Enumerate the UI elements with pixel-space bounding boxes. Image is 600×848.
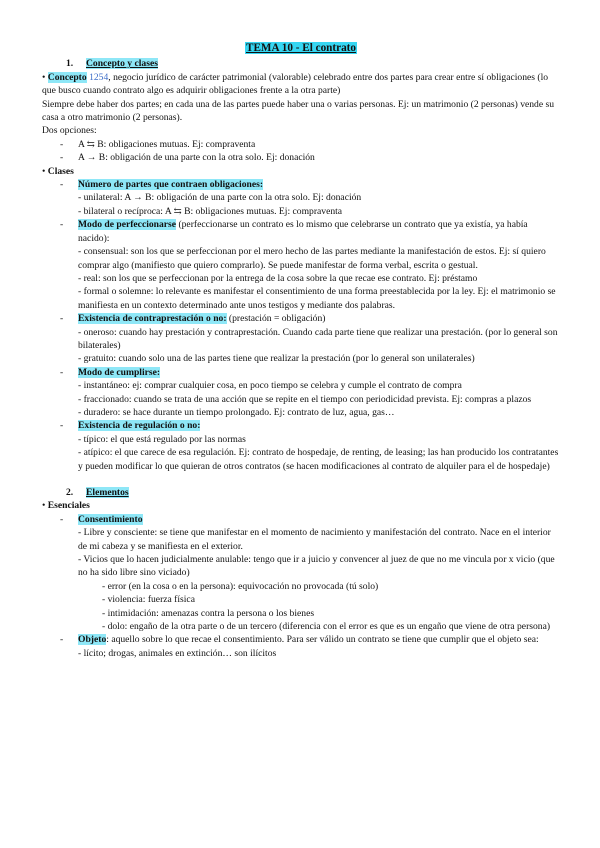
- clase-item: - real: son los que se perfeccionan por la entrega de la cosa sobre la que recae ese contrato. Ej: préstamo: [78, 272, 478, 284]
- clase-item: - oneroso: cuando hay prestación y contraprestación. Cuando cada parte tiene que realizar una prestación. (por lo general son bilaterales): [78, 326, 558, 351]
- clase-item: - bilateral o recíproca: A ⇆ B: obligaciones mutuas. Ej: compraventa: [78, 205, 343, 217]
- elemento-item: - lícito; drogas, animales en extinción… son ilícitos: [78, 647, 277, 659]
- clase-item: - típico: el que está regulado por las normas: [78, 433, 246, 445]
- page-title: TEMA 10 - El contrato: [245, 42, 356, 54]
- article-reference: 1254: [89, 71, 109, 83]
- clase-heading-partes: - Número de partes que contraen obligaciones:: [42, 178, 560, 191]
- clase-heading-contraprestacion: - Existencia de contraprestación o no: (prestación = obligación): [42, 312, 560, 325]
- section-heading-2: 2. Elementos: [66, 487, 129, 498]
- elemento-item: - Libre y consciente: se tiene que manifestar en el momento de nacimiento y manifestación del contrato. Nace en el interior de mi cabeza y se manifiesta en el exterior.: [78, 527, 551, 552]
- clase-item: - duradero: se hace durante un tiempo prolongado. Ej: contrato de luz, agua, gas…: [78, 406, 395, 418]
- clase-heading-perfeccion: - Modo de perfeccionarse (perfeccionarse un contrato es lo mismo que celebrarse un contrato que ya existía, ya había nacido):: [42, 218, 560, 245]
- concepto-note: Siempre debe haber dos partes; en cada una de las partes puede haber una o varias personas. Ej: un matrimonio (2 personas) vende su casa a otro matrimonio (2 personas).: [42, 98, 555, 124]
- elemento-item: - Vicios que lo hacen judicialmente anulable: tengo que ir a juicio y convencer al juez de que no me vincula por x vicio (que no ha sido libre sino viciado): [78, 554, 555, 579]
- vicio-item: - dolo: engaño de la otra parte o de un tercero (diferencia con el error es que es un engaño que viene de otra persona): [102, 621, 551, 633]
- clase-item: - atípico: el que carece de esa regulación. Ej: contrato de hospedaje, de renting, de leasing; las han producido los contratantes y pueden modificar lo que quieran de otros contratos (se hacen modificaciones al contrato de alquiler para el de hospedaje): [78, 447, 559, 472]
- clase-heading-cumplimiento: - Modo de cumplirse:: [42, 366, 560, 379]
- opciones-label: Dos opciones:: [42, 125, 97, 137]
- clase-item: - unilateral: A → B: obligación de una parte con la otra solo. Ej: donación: [78, 192, 362, 204]
- clase-item: - gratuito: cuando solo una de las partes tiene que realizar la prestación (por lo general son unilaterales): [78, 353, 475, 365]
- vicio-item: - intimidación: amenazas contra la persona o los bienes: [102, 607, 315, 619]
- clase-item: - consensual: son los que se perfeccionan por el mero hecho de las partes mediante la manifestación de estos. Ej: sí quiero comprar algo (manifiesto que quiero comprarlo). Se puede manifestar de forma verbal, escrita o gestual.: [78, 246, 546, 271]
- option-item: - A ⇆ B: obligaciones mutuas. Ej: compraventa: [42, 138, 560, 151]
- section-heading-1: 1. Concepto y clases: [66, 58, 158, 70]
- clase-item: - instantáneo: ej: comprar cualquier cosa, en poco tiempo se celebra y cumple el contrato de compra: [78, 380, 462, 392]
- elemento-heading-objeto: - Objeto: aquello sobre lo que recae el consentimiento. Para ser válido un contrato se tiene que cumplir que el objeto sea:: [42, 633, 560, 646]
- elemento-heading-consentimiento: - Consentimiento: [42, 513, 560, 526]
- clase-item: - formal o solemne: lo relevante es manifestar el consentimiento de una forma preestablecida por la ley. Ej: el matrimonio se manifiesta en un contexto determinado ante unos testigos y mediante dos palabras.: [78, 286, 556, 311]
- clase-heading-regulacion: - Existencia de regulación o no:: [42, 419, 560, 432]
- option-item: - A → B: obligación de una parte con la otra solo. Ej: donación: [42, 151, 560, 164]
- concepto-paragraph: • Concepto 1254, negocio jurídico de carácter patrimonial (valorable) celebrado entre dos partes para crear entre sí obligaciones (lo que busco cuando contrato algo es adquirir obligaciones frente a la otra parte): [42, 71, 549, 97]
- clases-heading: • Clases: [42, 165, 74, 177]
- vicio-item: - violencia: fuerza física: [102, 594, 195, 606]
- clase-item: - fraccionado: cuando se trata de una acción que se repite en el tiempo con periodicidad prevista. Ej: compras a plazos: [78, 393, 532, 405]
- vicio-item: - error (en la cosa o en la persona): equivocación no provocada (tú solo): [102, 580, 379, 592]
- esenciales-heading: • Esenciales: [42, 500, 90, 512]
